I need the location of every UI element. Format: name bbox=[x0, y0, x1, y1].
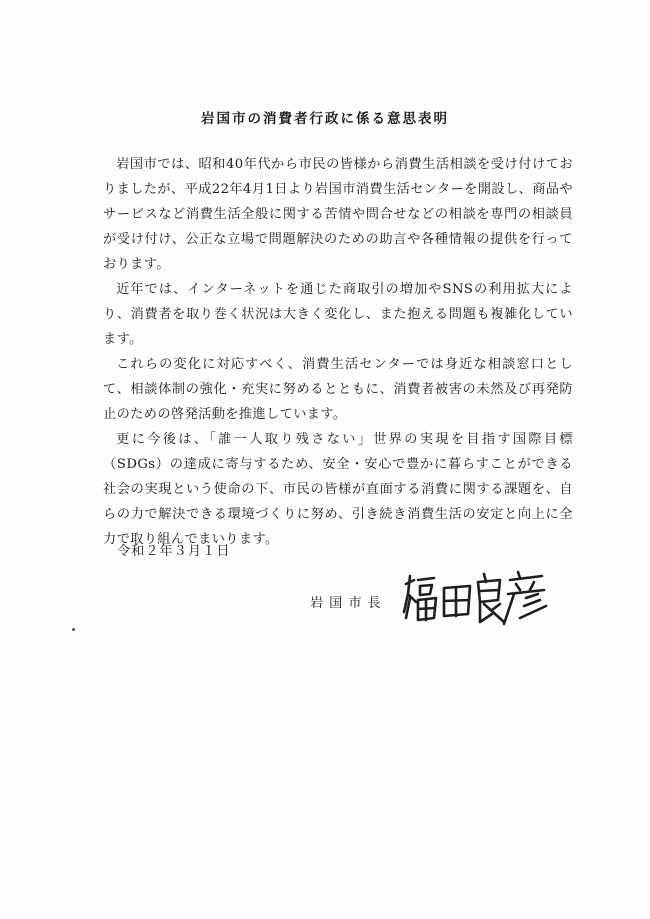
paragraph-2: 近年では、インターネットを通じた商取引の増加やSNSの利用拡大により、消費者を取り巻く状況は大きく変化し、また抱える問題も複雑化しています。 bbox=[103, 282, 573, 347]
document-date: 令和２年３月１日 bbox=[117, 544, 231, 559]
paragraph-1: 岩国市では、昭和40年代から市民の皆様から消費生活相談を受け付けておりましたが、平成22年4月1日より岩国市消費生活センターを開設し、商品やサービスなど消費生活全般に関する苦情や問合せなどの相談を専門の相談員が受け付け、公正な立場で問題解決のための助言や各種情報の提供を行っております。 bbox=[103, 157, 573, 272]
handwritten-signature bbox=[400, 568, 550, 628]
paragraph-4: 更に今後は、「誰一人取り残さない」世界の実現を目指す国際目標（SDGs）の達成に寄与するため、安全・安心で豊かに暮らすことができる社会の実現という使命の下、市民の皆様が直面する消費に関する課題を、自らの力で解決できる環境づくりに努め、引き続き消費生活の安定と向上に全力で取り組んでまいります。 bbox=[103, 432, 573, 547]
signer-title: 岩国市長 bbox=[310, 596, 387, 611]
paragraph-3: これらの変化に対応すべく、消費生活センターでは身近な相談窓口として、相談体制の強化・充実に努めるとともに、消費者被害の未然及び再発防止のための啓発活動を推進しています。 bbox=[103, 357, 573, 422]
document-title: 岩国市の消費者行政に係る意思表明 bbox=[201, 111, 449, 127]
document-body bbox=[103, 152, 573, 552]
scan-speck bbox=[72, 628, 75, 631]
